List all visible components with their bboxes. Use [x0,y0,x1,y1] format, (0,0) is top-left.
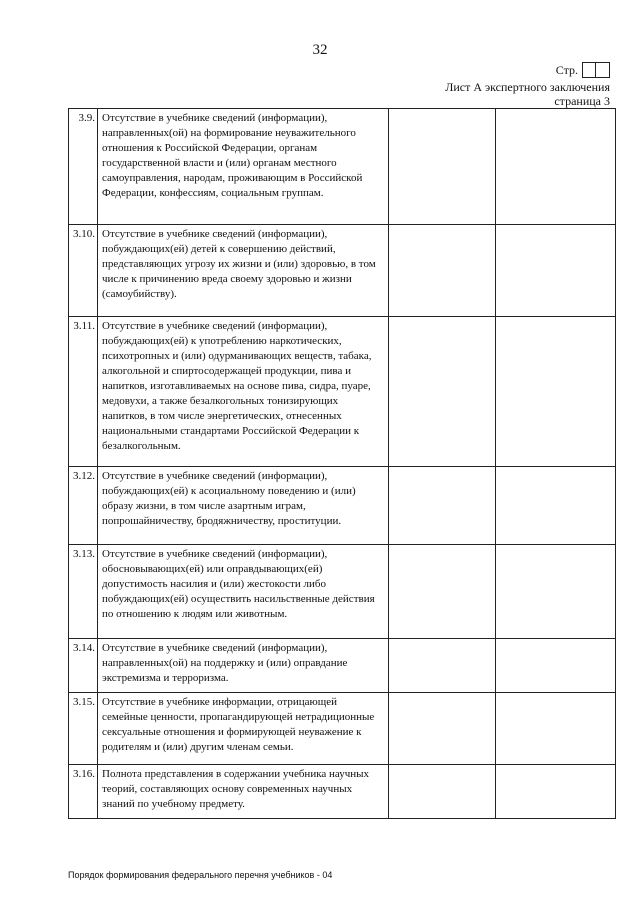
comment-cell [496,639,616,693]
criterion-text: Отсутствие в учебнике сведений (информации), побуждающих(ей) детей к совершению действий, представляющих угрозу их жизни и (или) здоровью, в том числе к причинению вреда своему здоровью и жизни (самоубийству). [98,225,389,317]
comment-cell [496,225,616,317]
assessment-cell [389,109,496,225]
criterion-text: Отсутствие в учебнике сведений (информации), обосновывающих(ей) или оправдывающих(ей) допустимость насилия и (или) жестокости либо побуждающих(ей) осуществить насильственные действия по отношению к людям или животным. [98,545,389,639]
criterion-number: 3.10. [69,225,98,317]
criterion-number: 3.15. [69,693,98,765]
document-footer: Порядок формирования федерального перечня учебников - 04 [68,870,333,880]
page-number: 32 [312,42,328,58]
comment-cell [496,765,616,819]
assessment-cell [389,317,496,467]
assessment-cell [389,225,496,317]
sheet-subtitle: страница 3 [554,94,610,108]
criterion-text: Отсутствие в учебнике сведений (информации), побуждающих(ей) к асоциальному поведению и (или) образу жизни, в том числе азартным играм, попрошайничеству, бродяжничеству, проституции. [98,467,389,545]
criterion-text: Отсутствие в учебнике сведений (информации), побуждающих(ей) к употреблению наркотических, психотропных и (или) одурманивающих веществ, табака, алкогольной и спиртосодержащей продукции, пива и напитков, изготавливаемых на основе пива, сидра, пуаре, медовухи, а также безалкогольных тонизирующих напитков, в том числе энергетических, отнесенных национальными стандартами Российской Федерации к безалкогольным. [98,317,389,467]
str-label: Стр. [555,62,578,77]
assessment-cell [389,545,496,639]
table-row [69,109,616,225]
criterion-text: Отсутствие в учебнике информации, отрицающей семейные ценности, пропагандирующей нетрадиционные сексуальные отношения и формирующей неуважение к родителям и (или) другим членам семьи. [98,693,389,765]
criterion-text: Полнота представления в содержании учебника научных теорий, составляющих основу современных научных знаний по учебному предмету. [98,765,389,819]
table-row [69,317,616,467]
criterion-number: 3.12. [69,467,98,545]
sheet-title: Лист А экспертного заключения [445,80,610,94]
table-row [69,225,616,317]
criterion-text: Отсутствие в учебнике сведений (информации), направленных(ой) на поддержку и (или) оправдание экстремизма и терроризма. [98,639,389,693]
criterion-number: 3.9. [69,109,98,225]
criterion-number: 3.13. [69,545,98,639]
comment-cell [496,545,616,639]
assessment-cell [389,765,496,819]
assessment-cell [389,467,496,545]
criterion-number: 3.14. [69,639,98,693]
table-row [69,545,616,639]
table-row [69,467,616,545]
table-row [69,765,616,819]
comment-cell [496,317,616,467]
page-counter-box [582,62,610,78]
criterion-number: 3.11. [69,317,98,467]
table-row [69,639,616,693]
criterion-text: Отсутствие в учебнике сведений (информации), направленных(ой) на формирование неуважительного отношения к Российской Федерации, органам государственной власти и (или) органам местного самоуправления, народам, проживающим в Российской Федерации, конфессиям, социальным группам. [98,109,389,225]
page-counter [556,62,610,78]
comment-cell [496,693,616,765]
assessment-cell [389,639,496,693]
comment-cell [496,109,616,225]
comment-cell [496,467,616,545]
criterion-number: 3.16. [69,765,98,819]
criteria-table [68,108,616,819]
table-row [69,693,616,765]
assessment-cell [389,693,496,765]
